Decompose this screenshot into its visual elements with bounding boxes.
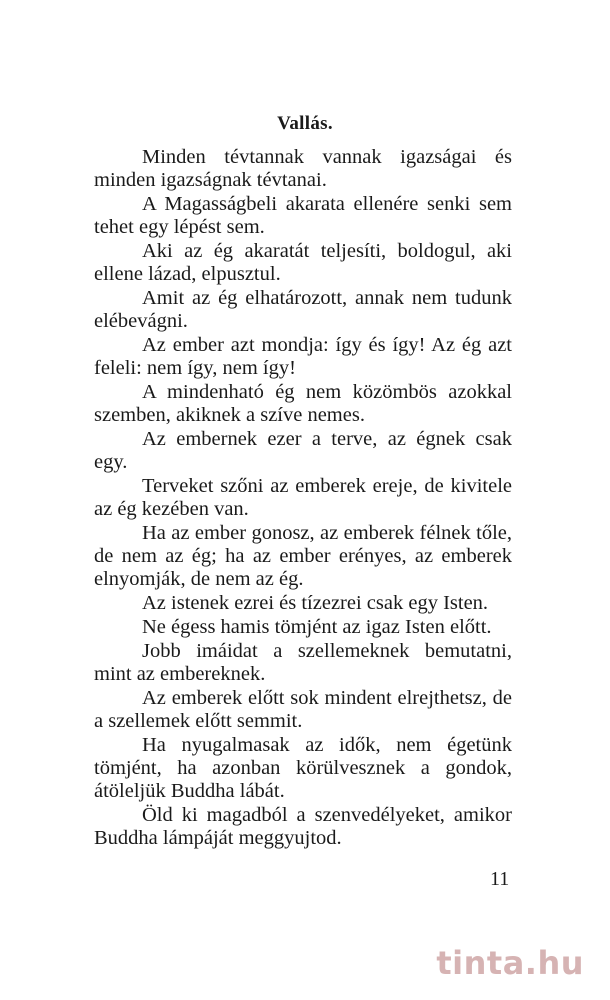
page-number: 11 xyxy=(490,868,510,890)
paragraph: Minden tévtannak vannak igazságai és minden igazságnak tévtanai. xyxy=(94,146,512,191)
paragraph: Ha az ember gonosz, az emberek félnek tőle, de nem az ég; ha az ember erényes, az emberek elnyomják, de nem az ég. xyxy=(94,522,512,590)
watermark-logo: tinta.hu xyxy=(436,944,584,982)
paragraph: Ha nyugalmasak az idők, nem égetünk tömjént, ha azonban körülvesznek a gondok, átöleljük Buddha lábát. xyxy=(94,734,512,802)
paragraph: A mindenható ég nem közömbös azokkal szemben, akiknek a szíve nemes. xyxy=(94,381,512,426)
paragraph: A Magasságbeli akarata ellenére senki sem tehet egy lépést sem. xyxy=(94,193,512,238)
paragraph: Öld ki magadból a szenvedélyeket, amikor Buddha lámpáját meggyujtod. xyxy=(94,804,512,849)
paragraph: Jobb imáidat a szellemeknek bemutatni, mint az embereknek. xyxy=(94,640,512,685)
paragraph: Terveket szőni az emberek ereje, de kivitele az ég kezében van. xyxy=(94,475,512,520)
body-text xyxy=(94,146,512,851)
paragraph: Az emberek előtt sok mindent elrejthetsz, de a szellemek előtt semmit. xyxy=(94,687,512,732)
chapter-title: Vallás. xyxy=(277,113,333,134)
paragraph: Az istenek ezrei és tízezrei csak egy Isten. xyxy=(142,592,489,614)
paragraph: Amit az ég elhatározott, annak nem tudunk elébevágni. xyxy=(94,287,512,332)
paragraph: Az ember azt mondja: így és így! Az ég azt feleli: nem így, nem így! xyxy=(94,334,512,379)
paragraph: Az embernek ezer a terve, az égnek csak egy. xyxy=(94,428,512,473)
paragraph: Aki az ég akaratát teljesíti, boldogul, aki ellene lázad, elpusztul. xyxy=(94,240,512,285)
paragraph: Ne égess hamis tömjént az igaz Isten előtt. xyxy=(142,616,492,638)
